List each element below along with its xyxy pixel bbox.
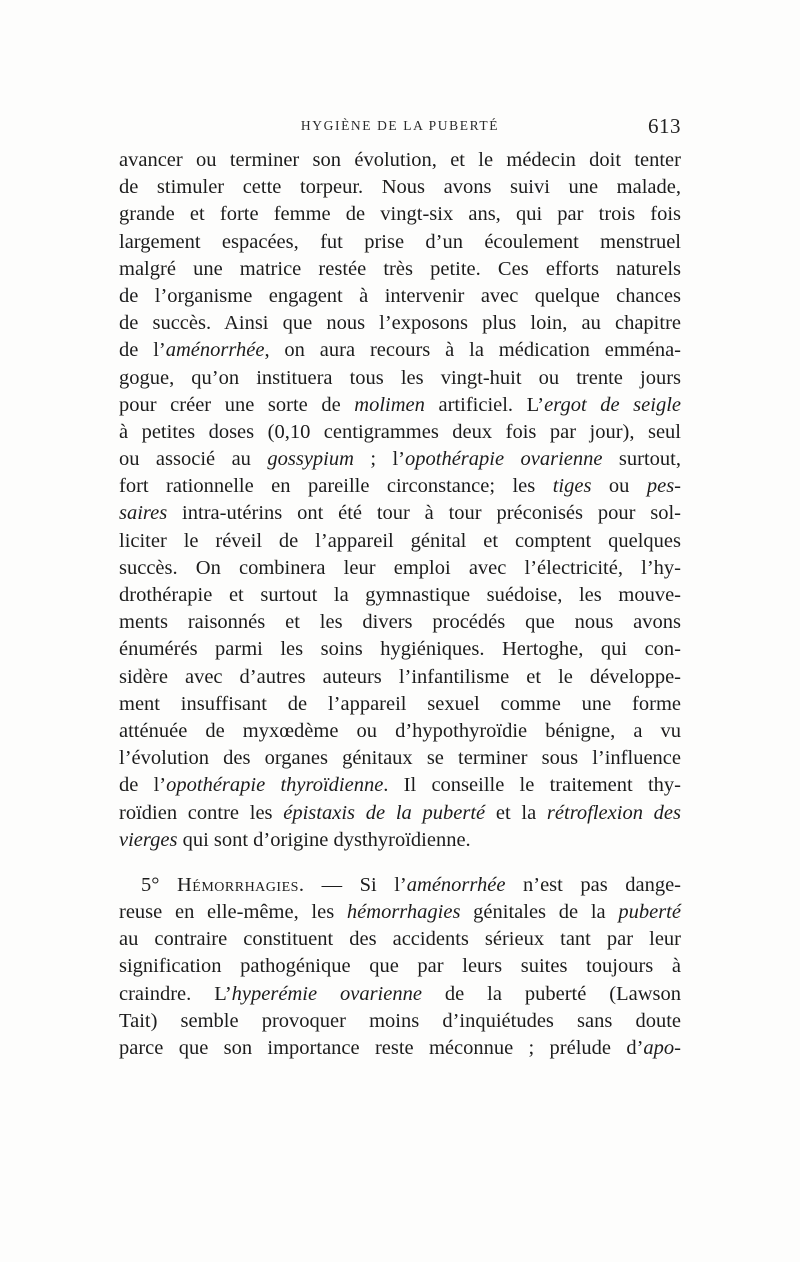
text-segment: reuse en elle-même, les xyxy=(119,901,347,924)
text-line xyxy=(119,772,681,799)
text-line xyxy=(119,392,681,419)
italic-text: rétroflexion des xyxy=(546,801,682,824)
italic-text: aménorrhée xyxy=(165,339,265,362)
text-line xyxy=(119,926,681,953)
text-segment: ; l’ xyxy=(353,448,406,471)
text-line xyxy=(119,981,681,1008)
text-segment: , on aura recours à la médication emména- xyxy=(264,339,681,362)
running-head xyxy=(119,112,681,142)
text-line xyxy=(119,337,681,364)
text-segment: de stimuler cette torpeur. Nous avons suivi une malade, xyxy=(119,176,681,199)
italic-text: opothérapie ovarienne xyxy=(405,448,603,471)
section-heading: Hémorrhagies xyxy=(176,873,299,896)
text-line xyxy=(119,201,681,228)
text-line xyxy=(119,419,681,446)
text-segment: artificiel. L’ xyxy=(424,393,545,416)
text-segment: Tait) semble provoquer moins d’inquiétudes sans doute xyxy=(119,1009,681,1032)
text-line xyxy=(119,745,681,772)
text-line xyxy=(119,174,681,201)
italic-text: gossypium xyxy=(267,448,354,471)
text-segment: signification pathogénique que par leurs suites toujours à xyxy=(119,955,681,978)
text-segment: qui sont d’origine dysthyroïdienne. xyxy=(177,828,471,851)
text-segment: de succès. Ainsi que nous l’exposons plus loin, au chapitre xyxy=(119,312,681,335)
text-segment: fort rationnelle en pareille circonstance; les xyxy=(119,475,553,498)
text-segment: de la puberté (Lawson xyxy=(421,982,682,1005)
italic-text: puberté xyxy=(618,901,681,924)
text-line xyxy=(119,1008,681,1035)
text-segment: atténuée de myxœdème ou d’hypothyroïdie bénigne, a vu xyxy=(119,719,681,742)
paragraph-gap xyxy=(119,854,681,872)
text-segment: et la xyxy=(485,801,547,824)
italic-text: apo- xyxy=(643,1037,681,1059)
italic-text: opothérapie thyroïdienne xyxy=(166,774,384,797)
text-line xyxy=(119,899,681,926)
page-number: 613 xyxy=(648,114,681,138)
text-line xyxy=(119,718,681,745)
text-segment: n’est pas dange- xyxy=(505,873,682,896)
text-segment: énumérés parmi les soins hygiéniques. Hertoghe, qui con- xyxy=(119,638,681,661)
text-line xyxy=(119,473,681,500)
text-segment: grande et forte femme de vingt-six ans, qui par trois fois xyxy=(119,203,681,226)
text-line xyxy=(119,310,681,337)
text-line xyxy=(119,446,681,473)
text-line xyxy=(119,1035,681,1062)
text-line xyxy=(119,256,681,283)
text-segment: sidère avec d’autres auteurs l’infantilisme et le développe- xyxy=(119,665,681,688)
text-segment: de l’ xyxy=(119,339,166,362)
text-line xyxy=(119,953,681,980)
running-title: HYGIÈNE DE LA PUBERTÉ xyxy=(300,118,500,133)
text-line xyxy=(119,229,681,256)
text-segment: avancer ou terminer son évolution, et le médecin doit tenter xyxy=(119,149,681,171)
text-line xyxy=(119,582,681,609)
text-line xyxy=(119,800,681,827)
text-segment: ment insuffisant de l’appareil sexuel comme une forme xyxy=(119,692,681,715)
text-segment: succès. On combinera leur emploi avec l’électricité, l’hy- xyxy=(119,556,681,579)
text-segment: liciter le réveil de l’appareil génital et comptent quelques xyxy=(119,529,681,552)
text-segment: . Il conseille le traitement thy- xyxy=(383,774,681,797)
text-line xyxy=(119,365,681,392)
text-segment: gogue, qu’on instituera tous les vingt-huit ou trente jours xyxy=(119,366,681,389)
text-segment: surtout, xyxy=(602,448,682,471)
text-segment: l’évolution des organes génitaux se terminer sous l’influence xyxy=(119,747,681,770)
text-segment: craindre. L’ xyxy=(119,982,232,1005)
text-segment: intra-utérins ont été tour à tour préconisés pour sol- xyxy=(167,502,681,525)
text-line xyxy=(119,609,681,636)
text-segment: pour créer une sorte de xyxy=(119,393,355,416)
text-segment: de l’organisme engagent à intervenir avec quelque chances xyxy=(119,284,681,307)
text-line xyxy=(119,528,681,555)
italic-text: pes- xyxy=(646,475,681,498)
text-segment: 5° xyxy=(141,873,177,896)
text-segment: drothérapie et surtout la gymnastique suédoise, les mouve- xyxy=(119,584,681,606)
text-line xyxy=(119,147,681,174)
text-segment: ou xyxy=(591,475,647,498)
text-segment: de l’ xyxy=(119,774,167,797)
text-line xyxy=(119,827,681,854)
italic-text: épistaxis de la puberté xyxy=(283,801,486,824)
text-segment: parce que son importance reste méconnue ; prélude d’ xyxy=(119,1037,644,1059)
italic-text: hyperémie ovarienne xyxy=(231,982,422,1005)
text-line xyxy=(119,500,681,527)
text-segment: à petites doses (0,10 centigrammes deux fois par jour), seul xyxy=(119,420,681,443)
text-segment: ments raisonnés et les divers procédés que nous avons xyxy=(119,611,681,634)
italic-text: tiges xyxy=(552,475,592,498)
text-segment: roïdien contre les xyxy=(119,801,284,824)
text-segment: génitales de la xyxy=(460,901,619,924)
text-segment: ou associé au xyxy=(119,448,268,471)
italic-text: ergot de seigle xyxy=(544,393,681,416)
italic-text: hémorrhagies xyxy=(346,901,461,924)
text-line xyxy=(119,872,681,899)
text-line xyxy=(119,555,681,582)
text-line xyxy=(119,664,681,691)
italic-text: aménorrhée xyxy=(406,873,506,896)
text-line xyxy=(119,691,681,718)
text-segment: . — Si l’ xyxy=(298,873,407,896)
text-segment: largement espacées, fut prise d’un écoulement menstruel xyxy=(119,230,681,253)
text-line xyxy=(119,636,681,663)
italic-text: vierges xyxy=(119,828,178,851)
text-line xyxy=(119,283,681,310)
italic-text: saires xyxy=(119,502,168,525)
text-segment: malgré une matrice restée très petite. Ces efforts naturels xyxy=(119,257,681,280)
italic-text: molimen xyxy=(354,393,425,416)
body-text xyxy=(119,147,681,1062)
text-segment: au contraire constituent des accidents sérieux tant par leur xyxy=(119,928,681,951)
